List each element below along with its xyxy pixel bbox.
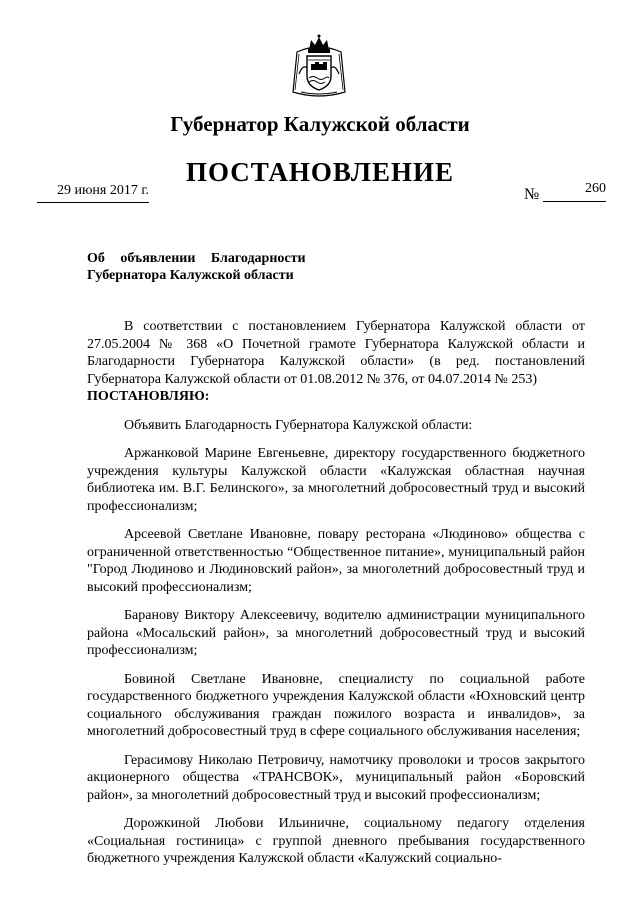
document-number: 260 (543, 181, 606, 202)
subject-line-1: Об объявлении Благодарности (87, 251, 306, 266)
document-type: ПОСТАНОВЛЕНИЕ (185, 157, 455, 187)
awardee-paragraph: Аржанковой Марине Евгеньевне, директору государственного бюджетного учреждения культуры Калужской области «Калужская областная научная библиотека им. В.Г. Белинского», за многолетний добросовестный труд и высокий профессионализм; (87, 446, 585, 514)
kaluga-coat-of-arms-icon (291, 34, 347, 100)
awardee-paragraph: Бовиной Светлане Ивановне, специалисту по социальной работе государственного бюджетного учреждения Калужской области «Юхновский центр социального обслуживания граждан пожилого возраста и инвалидов», за многолетний добросовестный труд в сфере социального обслуживания населения; (87, 671, 585, 739)
issuer-title: Губернатор Калужской области (170, 112, 470, 136)
document-subject (87, 250, 307, 284)
awardee-paragraph: Арсеевой Светлане Ивановне, повару ресторана «Людиново» общества с ограниченной ответственностью “Общественное питание», муниципальный район "Город Людиново и Людиновский район», за многолетний добросовестный труд и высокий профессионализм; (87, 527, 585, 595)
intro-paragraph: Объявить Благодарность Губернатора Калужской области: (124, 417, 473, 433)
awardee-paragraph: Дорожкиной Любови Ильиничне, социальному педагогу отделения «Социальная гостиница» с группой дневного пребывания государственного бюджетного учреждения Калужской области «Калужский социально- (87, 816, 585, 866)
awardee-paragraph: Герасимову Николаю Петровичу, намотчику проволоки и тросов закрытого акционерного общества «ТРАНСВОК», муниципальный район «Боровский район», за многолетний добросовестный труд и высокий профессионализм; (87, 752, 585, 803)
awardee-paragraph: Баранову Виктору Алексеевичу, водителю администрации муниципального района «Мосальский район», за многолетний добросовестный труд и высокий профессионализм; (87, 608, 585, 658)
preamble-paragraph: В соответствии с постановлением Губернатора Калужской области от 27.05.2004 № 368 «О Почетной грамоте Губернатора Калужской области и Благодарности Губернатора Калужской области» (в ред. постановлений Губернатора Калужской области от 01.08.2012 № 376, от 04.07.2014 № 253) (87, 319, 585, 387)
number-label: № (524, 186, 540, 203)
document-body (87, 318, 585, 879)
document-date: 29 июня 2017 г. (37, 183, 149, 203)
subject-line-2: Губернатора Калужской области (87, 268, 294, 283)
decree-heading: ПОСТАНОВЛЯЮ: (87, 389, 210, 404)
